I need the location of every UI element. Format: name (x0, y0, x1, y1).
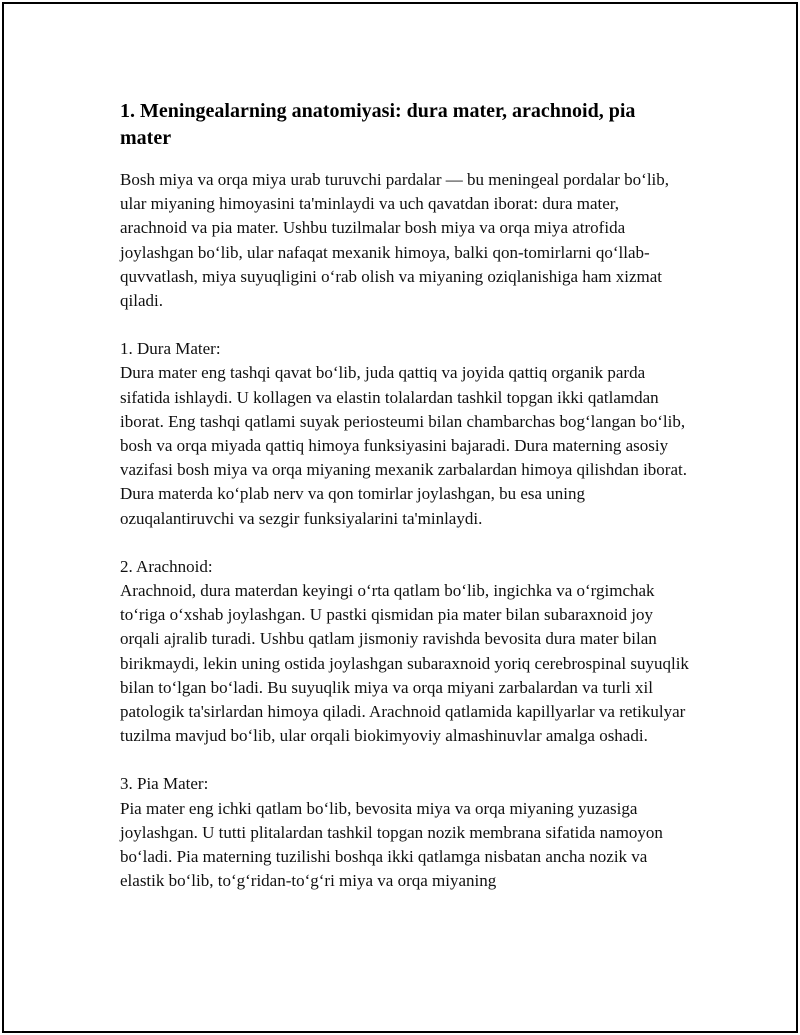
document-content (120, 98, 690, 917)
section-body: Dura mater eng tashqi qavat bo‘lib, juda qattiq va joyida qattiq organik parda sifatida ishlaydi. U kollagen va elastin tolalardan tashkil topgan ikki qatlamdan iborat. Eng tashqi qatlami suyak periosteumi bilan chambarchas bog‘langan bo‘lib, bosh va orqa miyada qattiq himoya funksiyasini bajaradi. Dura materning asosiy vazifasi bosh miya va orqa miyaning mexanik zarbalardan himoya qilishdan iborat. Dura materda ko‘plab nerv va qon tomirlar joylashgan, bu esa uning ozuqalantiruvchi va sezgir funksiyalarini ta'minlaydi. (120, 363, 687, 528)
section-arachnoid (120, 555, 690, 749)
section-body: Pia mater eng ichki qatlam bo‘lib, bevosita miya va orqa miyaning yuzasiga joylashgan. U tutti plitalardan tashkil topgan nozik membrana sifatida namoyon bo‘ladi. Pia materning tuzilishi boshqa ikki qatlamga nisbatan ancha nozik va elastik bo‘lib, to‘g‘ridan-to‘g‘ri miya va orqa miyaning (120, 798, 663, 891)
section-dura-mater (120, 337, 690, 531)
intro-paragraph: Bosh miya va orqa miya urab turuvchi pardalar — bu meningeal pordalar bo‘lib, ular miyaning himoyasini ta'minlaydi va uch qavatdan iborat: dura mater, arachnoid va pia mater. Ushbu tuzilmalar bosh miya va orqa miya atrofida joylashgan bo‘lib, ular nafaqat mexanik himoya, balki qon-tomirlarni qo‘llab-quvvatlash, miya suyuqligini o‘rab olish va miyaning oziqlanishiga ham xizmat qiladi. (120, 170, 670, 311)
section-heading: 2. Arachnoid: (120, 556, 213, 576)
section-heading: 1. Dura Mater: (120, 339, 221, 359)
page-frame (2, 2, 798, 1033)
document-title: 1. Meningealarning anatomiyasi: dura mater, arachnoid, pia mater (120, 100, 636, 149)
section-heading: 3. Pia Mater: (120, 774, 209, 794)
section-body: Arachnoid, dura materdan keyingi o‘rta qatlam bo‘lib, ingichka va o‘rgimchak to‘riga o‘xshab joylashgan. U pastki qismidan pia mater bilan subaraxnoid joy orqali ajralib turadi. Ushbu qatlam jismoniy ravishda bevosita dura mater bilan birikmaydi, lekin uning ostida joylashgan subaraxnoid yoriq cerebrospinal suyuqlik bilan to‘lgan bo‘ladi. Bu suyuqlik miya va orqa miyani zarbalardan va turli xil patologik ta'sirlardan himoya qiladi. Arachnoid qatlamida kapillyarlar va retikulyar tuzilma mavjud bo‘lib, ular orqali biokimyoviy almashinuvlar amalga oshadi. (120, 581, 689, 746)
section-pia-mater (120, 772, 690, 893)
